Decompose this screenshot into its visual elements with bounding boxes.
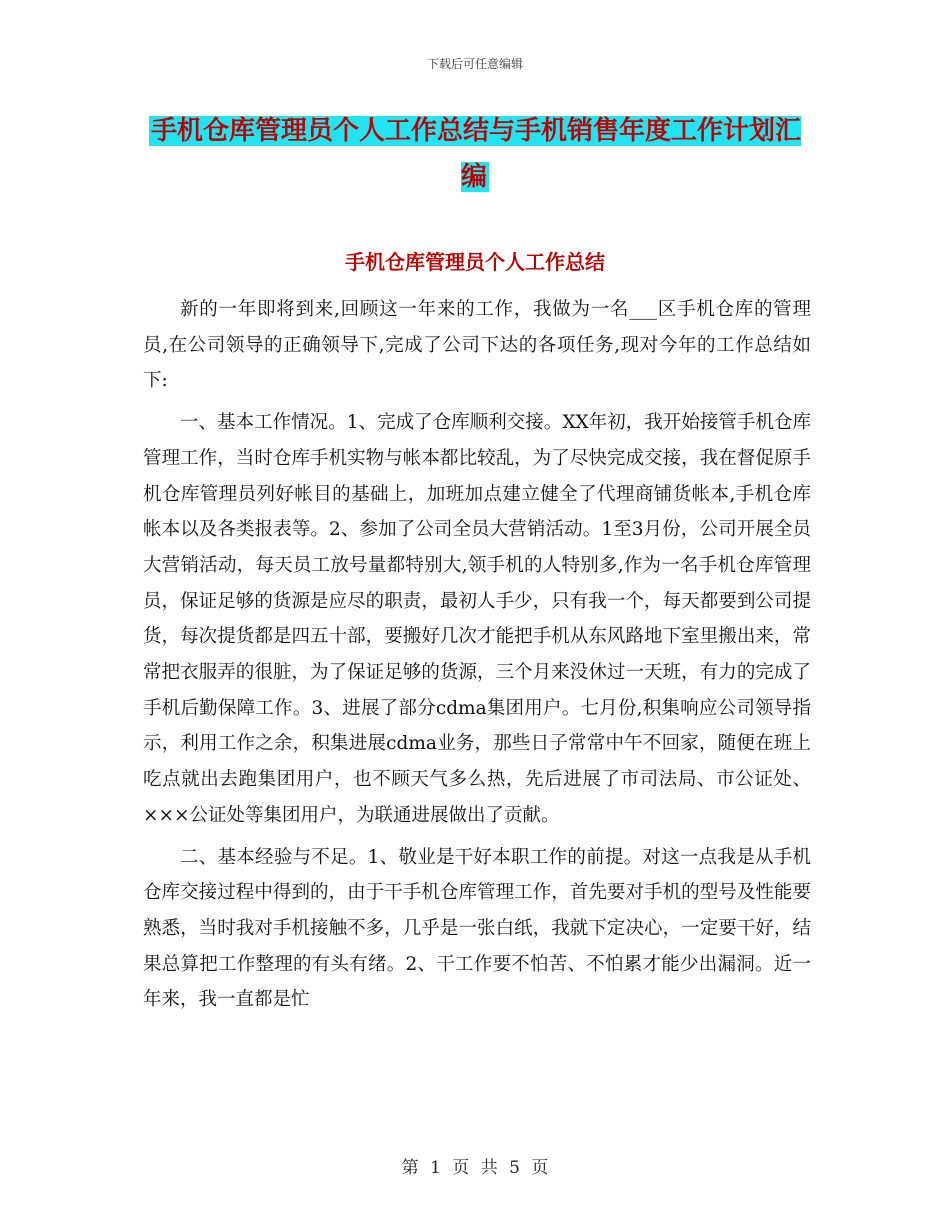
document-body — [143, 292, 811, 1018]
document-title — [140, 108, 810, 200]
document-title-text: 手机仓库管理员个人工作总结与手机销售年度工作计划汇编 — [150, 116, 801, 192]
paragraph: 二、基本经验与不足。1、敬业是干好本职工作的前提。对这一点我是从手机仓库交接过程中得到的，由于干手机仓库管理工作，首先要对手机的型号及性能要熟悉，当时我对手机接触不多，几乎是一张白纸，我就下定决心，一定要干好，结果总算把工作整理的有头有绪。2、干工作要不怕苦、不怕累才能少出漏洞。近一年来，我一直都是忙 — [143, 846, 811, 1011]
paragraph: 一、基本工作情况。1、完成了仓库顺利交接。XX年初，我开始接管手机仓库管理工作，当时仓库手机实物与帐本都比较乱，为了尽快完成交接，我在督促原手机仓库管理员列好帐目的基础上，加班加点建立健全了代理商铺货帐本,手机仓库帐本以及各类报表等。2、参加了公司全员大营销活动。1至3月份，公司开展全员大营销活动，每天员工放号量都特别大,领手机的人特别多,作为一名手机仓库管理员，保证足够的货源是应尽的职责，最初人手少，只有我一个，每天都要到公司提货，每次提货都是四五十部，要搬好几次才能把手机从东风路地下室里搬出来，常常把衣服弄的很脏，为了保证足够的货源，三个月来没休过一天班，有力的完成了手机后勤保障工作。3、进展了部分cdma集团用户。七月份,积集响应公司领导指示，利用工作之余，积集进展cdma业务，那些日子常常中午不回家，随便在班上吃点就出去跑集团用户，也不顾天气多么热，先后进展了市司法局、市公证处、×××公证处等集团用户，为联通进展做出了贡献。 — [143, 412, 811, 826]
paragraph: 新的一年即将到来,回顾这一年来的工作，我做为一名___区手机仓库的管理员,在公司领导的正确领导下,完成了公司下达的各项任务,现对今年的工作总结如下: — [143, 299, 811, 392]
header-note: 下载后可任意编辑 — [426, 57, 523, 71]
page-footer: 第 1 页 共 5 页 — [401, 1158, 549, 1178]
section-title: 手机仓库管理员个人工作总结 — [345, 250, 605, 274]
